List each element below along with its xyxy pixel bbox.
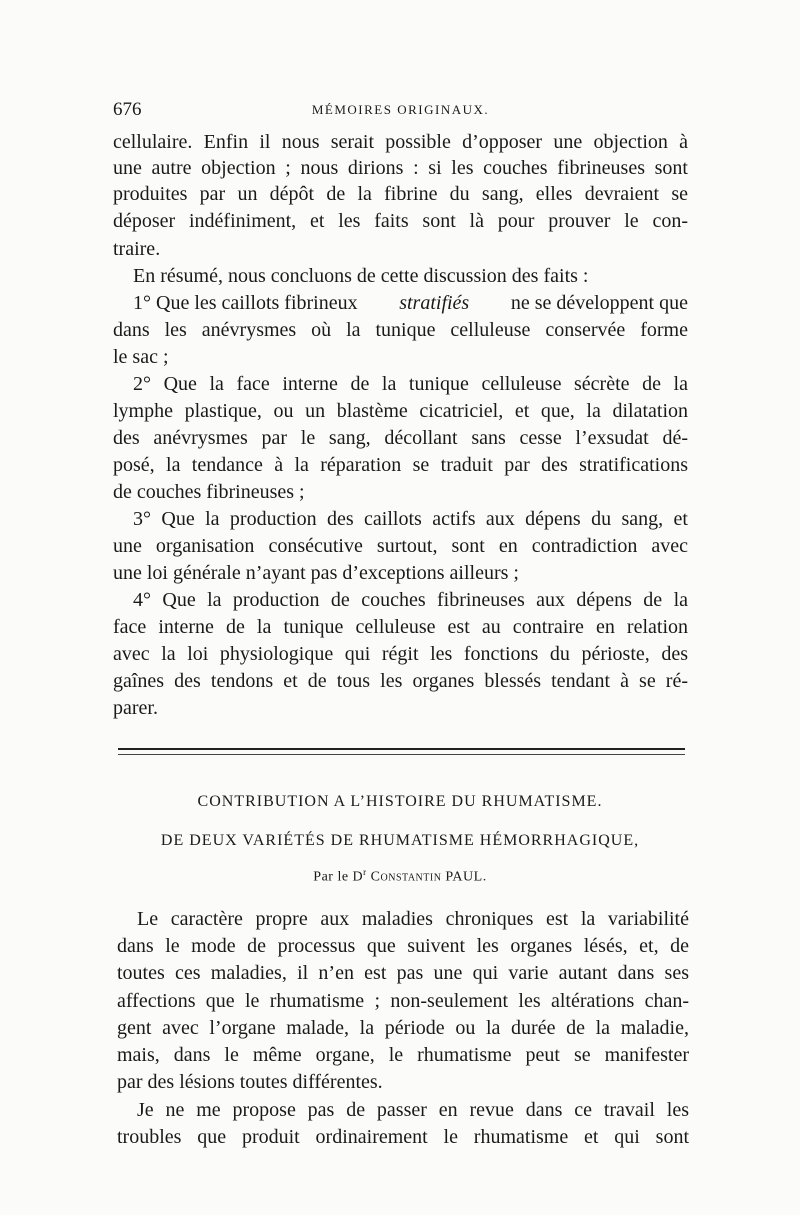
text-line: 3° Que la production des caillots actifs aux dépens du sang, et	[133, 508, 688, 530]
text-line: une organisation consécutive surtout, sont en contradiction avec	[113, 535, 688, 557]
text-line: troubles que produit ordinairement le rhumatisme et qui sont	[117, 1126, 689, 1148]
text-line: une autre objection ; nous dirions : si les couches fibrineuses sont	[113, 157, 688, 179]
text-line: le sac ;	[113, 346, 169, 368]
text-line: Je ne me propose pas de passer en revue dans ce travail les	[137, 1099, 689, 1121]
byline-sup: r	[363, 867, 367, 877]
text-line: avec la loi physiologique qui régit les fonctions du périoste, des	[113, 643, 688, 665]
text-line: toutes ces maladies, il n’en est pas une qui varie autant dans ses	[117, 962, 689, 984]
article-title: CONTRIBUTION A L’HISTOIRE DU RHUMATISME.	[197, 793, 603, 810]
page-number: 676	[113, 99, 142, 120]
running-head	[113, 99, 688, 125]
text-line: face interne de la tunique celluleuse est au contraire en relation	[113, 616, 688, 638]
text-line: parer.	[113, 697, 158, 719]
text-line: dans les anévrysmes où la tunique celluleuse conservée forme	[113, 319, 688, 341]
text-line: affections que le rhumatisme ; non-seulement les altérations chan-	[117, 990, 689, 1012]
separator-rule-thick	[118, 748, 685, 750]
text-line: mais, dans le même organe, le rhumatisme peut se manifester	[117, 1044, 689, 1066]
text-line: cellulaire. Enfin il nous serait possible d’opposer une objection à	[113, 131, 688, 153]
running-title: MÉMOIRES ORIGINAUX.	[311, 102, 490, 117]
text-line: gaînes des tendons et de tous les organes blessés tendant à se ré-	[113, 670, 688, 692]
emphasis-stratifies: stratifiés	[399, 292, 470, 314]
text-line-mixed	[133, 290, 688, 316]
text-line: déposer indéfiniment, et les faits sont là pour prouver le con-	[113, 210, 688, 232]
text-line: une loi générale n’ayant pas d’exceptions ailleurs ;	[113, 562, 519, 584]
text-line: produites par un dépôt de la fibrine du sang, elles devraient se	[113, 183, 688, 205]
text-line: de couches fibrineuses ;	[113, 481, 305, 503]
text-line: traire.	[113, 238, 161, 260]
text-line: posé, la tendance à la réparation se traduit par des stratifications	[113, 454, 688, 476]
text-line: En résumé, nous concluons de cette discussion des faits :	[133, 265, 589, 287]
text-line: Le caractère propre aux maladies chroniques est la variabilité	[137, 908, 689, 930]
article-subtitle: DE DEUX VARIÉTÉS DE RHUMATISME HÉMORRHAGIQUE,	[160, 832, 640, 849]
byline	[0, 867, 800, 886]
author-name: Constantin PAUL.	[370, 869, 487, 885]
text-segment: ne se développent que	[510, 292, 688, 314]
text-line: par des lésions toutes différentes.	[117, 1071, 383, 1093]
byline-prefix: Par le D	[313, 869, 364, 885]
text-line: des anévrysmes par le sang, décollant sans cesse l’exsudat dé-	[113, 427, 688, 449]
text-line: lymphe plastique, ou un blastème cicatriciel, et que, la dilatation	[113, 400, 688, 422]
text-line: 4° Que la production de couches fibrineuses aux dépens de la	[133, 589, 688, 611]
separator-rule-thin	[118, 754, 685, 755]
text-line: gent avec l’organe malade, la période ou la durée de la maladie,	[117, 1017, 689, 1039]
text-line: dans le mode de processus que suivent les organes lésés, et, de	[117, 935, 689, 957]
text-segment: 1° Que les caillots fibrineux	[133, 292, 358, 314]
text-line: 2° Que la face interne de la tunique celluleuse sécrète de la	[133, 373, 688, 395]
